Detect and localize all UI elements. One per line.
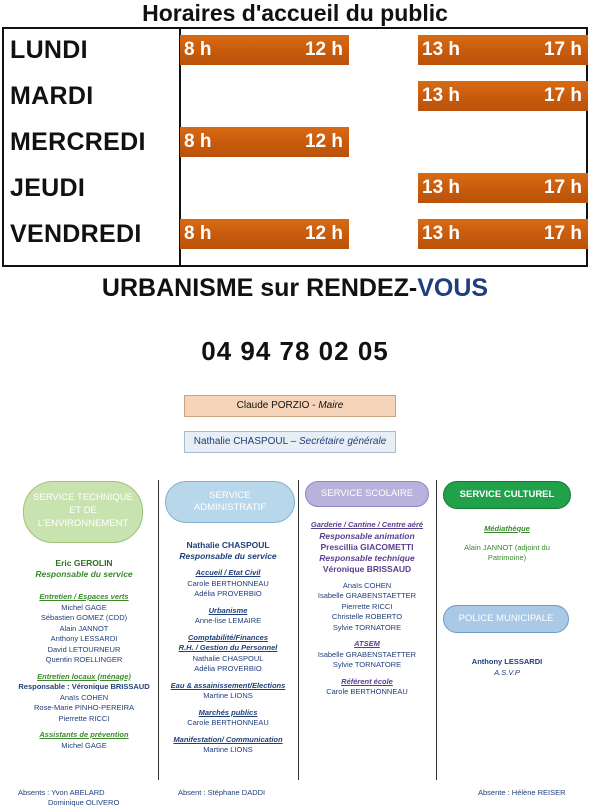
slot-end: 12 h bbox=[304, 223, 343, 244]
staff-name: Anaïs COHEN bbox=[342, 580, 392, 590]
column-divider bbox=[436, 480, 437, 780]
staff-name: David LETOURNEUR bbox=[47, 644, 121, 654]
slot-end: 17 h bbox=[543, 85, 582, 106]
staff-name: Quentin ROELLINGER bbox=[45, 655, 123, 664]
secretary-role: Secrétaire générale bbox=[298, 436, 387, 447]
day-label: VENDREDI bbox=[10, 220, 142, 248]
phone-number: 04 94 78 02 05 bbox=[201, 336, 389, 366]
slot-start: 8 h bbox=[184, 131, 212, 152]
staff-list bbox=[160, 654, 296, 675]
slot-start: 13 h bbox=[422, 177, 461, 198]
urbanisme-notice bbox=[0, 274, 590, 303]
service-technique-header bbox=[23, 481, 143, 543]
responsible-role: Responsable animation bbox=[319, 530, 415, 541]
service-culturel-staff bbox=[440, 524, 574, 564]
staff-name: Isabelle GRABENSTAETTER bbox=[317, 649, 417, 659]
mayor-name: Claude PORZIO bbox=[236, 400, 310, 411]
staff-list bbox=[160, 691, 296, 702]
absent-line: Dominique OLIVERO bbox=[48, 798, 120, 807]
staff-name: Martine LIONS bbox=[203, 691, 253, 700]
section-title: Eau & assainissement/Elections bbox=[170, 680, 286, 690]
service-culturel-header: SERVICE CULTUREL bbox=[443, 481, 571, 509]
staff-list bbox=[300, 581, 434, 634]
column-divider bbox=[158, 480, 159, 780]
staff-list bbox=[18, 693, 150, 725]
morning-slot bbox=[180, 127, 349, 157]
responsible-name: Véronique BRISSAUD bbox=[322, 563, 412, 574]
staff-name: Patrimoine) bbox=[487, 553, 527, 562]
staff-name: Carole BERTHONNEAU bbox=[326, 687, 408, 696]
staff-name: Michel GAGE bbox=[61, 602, 107, 612]
day-label: MERCREDI bbox=[10, 128, 146, 156]
slot-start: 13 h bbox=[422, 223, 461, 244]
morning-slot bbox=[180, 219, 349, 249]
service-technique-staff bbox=[18, 558, 150, 751]
service-scolaire-header: SERVICE SCOLAIRE bbox=[305, 481, 429, 507]
header-line: L'ENVIRONNEMENT bbox=[37, 518, 129, 529]
mayor-sep: - bbox=[309, 400, 319, 411]
section-title: Médiathèque bbox=[484, 524, 530, 533]
section-title: Assistants de prévention bbox=[39, 730, 129, 739]
staff-list bbox=[440, 543, 574, 564]
slot-start: 8 h bbox=[184, 39, 212, 60]
afternoon-slot bbox=[418, 219, 588, 249]
staff-name: Pierrette RICCI bbox=[341, 601, 393, 611]
slot-end: 17 h bbox=[543, 223, 582, 244]
admin-absent: Absent : Stéphane DADDI bbox=[178, 788, 266, 797]
police-name: Anthony LESSARDI bbox=[471, 657, 543, 666]
section-title: Comptabilité/Finances bbox=[187, 632, 268, 642]
section-responsible: Responsable : Véronique BRISSAUD bbox=[18, 682, 150, 691]
staff-list bbox=[160, 616, 296, 627]
staff-list bbox=[160, 579, 296, 600]
section-title: Manifestation/ Communication bbox=[173, 734, 283, 744]
slot-end: 12 h bbox=[304, 39, 343, 60]
staff-name: Michel GAGE bbox=[61, 740, 107, 750]
staff-name: Anne-lise LEMAIRE bbox=[194, 616, 262, 625]
afternoon-slot bbox=[418, 173, 588, 203]
schedule-row bbox=[4, 75, 586, 121]
schedule-row bbox=[4, 167, 586, 213]
staff-list bbox=[18, 603, 150, 666]
staff-name: Christelle ROBERTO bbox=[331, 612, 403, 621]
header-line: SERVICE TECHNIQUE bbox=[33, 492, 133, 503]
staff-list bbox=[160, 718, 296, 729]
header-line: ADMINISTRATIF bbox=[193, 502, 267, 513]
police-municipale-header: POLICE MUNICIPALE bbox=[443, 605, 569, 633]
staff-name: Rose-Marie PINHO-PEREIRA bbox=[33, 703, 135, 712]
schedule-table bbox=[2, 27, 588, 267]
schedule-row bbox=[4, 29, 586, 75]
section-title: Urbanisme bbox=[208, 605, 248, 615]
urbanisme-text: URBANISME sur RENDEZ- bbox=[101, 274, 418, 302]
chief-name: Eric GEROLIN bbox=[55, 558, 113, 568]
secretary-box bbox=[184, 431, 396, 453]
responsible-name: Prescillia GIACOMETTI bbox=[320, 541, 414, 552]
police-absent: Absente : Hélène REISER bbox=[478, 788, 566, 797]
afternoon-slot bbox=[418, 35, 588, 65]
slot-start: 13 h bbox=[422, 39, 461, 60]
service-administratif-staff bbox=[160, 540, 296, 756]
staff-name: Anthony LESSARDI bbox=[50, 634, 118, 643]
secretary-name: Nathalie CHASPOUL bbox=[193, 436, 288, 447]
staff-name: Adélia PROVERBIO bbox=[194, 589, 262, 598]
staff-name: Adélia PROVERBIO bbox=[194, 664, 262, 673]
morning-slot bbox=[180, 35, 349, 65]
page-title: Horaires d'accueil du public bbox=[142, 0, 448, 26]
staff-list bbox=[300, 650, 434, 671]
slot-end: 17 h bbox=[543, 39, 582, 60]
schedule-row bbox=[4, 213, 586, 259]
section-title: Garderie / Cantine / Centre aéré bbox=[310, 520, 424, 529]
mayor-box bbox=[184, 395, 396, 417]
service-administratif-header bbox=[165, 481, 295, 523]
section-title: Accueil / Etat Civil bbox=[195, 568, 261, 577]
section-title: R.H. / Gestion du Personnel bbox=[178, 643, 278, 652]
slot-end: 17 h bbox=[543, 177, 582, 198]
day-label: JEUDI bbox=[10, 174, 86, 202]
day-label: LUNDI bbox=[10, 36, 88, 64]
section-title: Marchés publics bbox=[198, 707, 258, 717]
responsible-role: Responsable technique bbox=[319, 552, 415, 563]
staff-name: Nathalie CHASPOUL bbox=[192, 653, 264, 663]
staff-name: Sébastien GOMEZ (CDD) bbox=[40, 613, 128, 622]
police-staff bbox=[440, 657, 574, 678]
staff-name: Alain JANNOT bbox=[59, 623, 109, 633]
staff-name: Isabelle GRABENSTAETTER bbox=[317, 591, 417, 600]
slot-start: 13 h bbox=[422, 85, 461, 106]
staff-name: Sylvie TORNATORE bbox=[332, 622, 402, 632]
staff-name: Anaïs COHEN bbox=[59, 692, 109, 702]
slot-end: 12 h bbox=[304, 131, 343, 152]
day-label: MARDI bbox=[10, 82, 94, 110]
slot-start: 8 h bbox=[184, 223, 212, 244]
staff-name: Carole BERTHONNEAU bbox=[187, 718, 269, 727]
staff-list bbox=[160, 745, 296, 756]
staff-name: Sylvie TORNATORE bbox=[332, 660, 402, 669]
chief-role: Responsable du service bbox=[179, 551, 277, 561]
staff-list bbox=[18, 741, 150, 752]
column-divider bbox=[298, 480, 299, 780]
staff-name: Carole BERTHONNEAU bbox=[187, 578, 269, 588]
service-scolaire-staff bbox=[300, 520, 434, 698]
header-line: ET DE bbox=[69, 505, 97, 516]
urbanisme-accent: VOUS bbox=[417, 274, 489, 302]
chief-name: Nathalie CHASPOUL bbox=[186, 540, 270, 550]
section-title: Référent école bbox=[341, 676, 393, 686]
police-role: A.S.V.P bbox=[494, 667, 520, 677]
staff-list bbox=[300, 687, 434, 698]
technique-absent bbox=[18, 788, 148, 808]
afternoon-slot bbox=[418, 81, 588, 111]
header-line: SERVICE bbox=[209, 490, 251, 501]
staff-name: Pierrette RICCI bbox=[58, 713, 110, 723]
secretary-sep: – bbox=[287, 436, 299, 447]
schedule-row bbox=[4, 121, 586, 167]
mayor-role: Maire bbox=[318, 400, 344, 411]
chief-role: Responsable du service bbox=[35, 569, 133, 579]
section-title: Entretien / Espaces verts bbox=[39, 592, 129, 601]
section-title: Entretien locaux (ménage) bbox=[37, 671, 131, 681]
section-title: ATSEM bbox=[354, 639, 380, 648]
staff-name: Martine LIONS bbox=[203, 745, 253, 754]
absent-line: Absents : Yvon ABELARD bbox=[18, 788, 105, 797]
staff-name: Alain JANNOT (adjoint du bbox=[464, 542, 550, 552]
